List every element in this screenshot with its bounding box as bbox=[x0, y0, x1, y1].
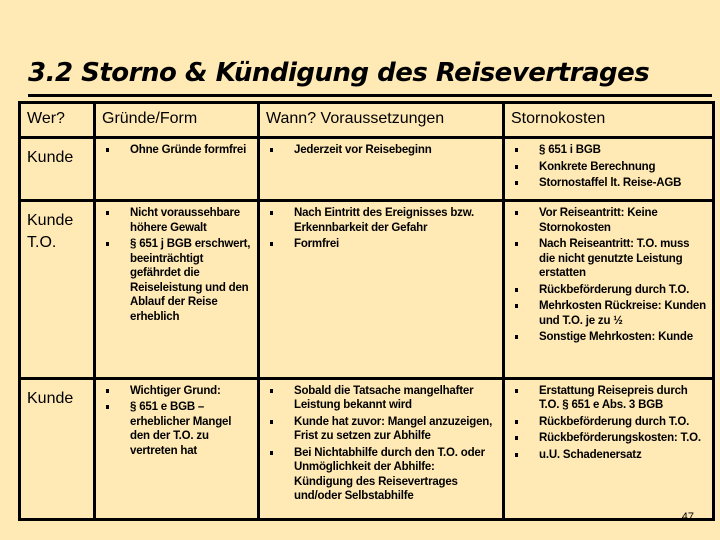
cell-costs bbox=[504, 378, 714, 519]
table-row bbox=[20, 138, 714, 201]
list-item: Vor Reiseantritt: Keine Stornokosten bbox=[511, 206, 706, 235]
reasons-list bbox=[102, 384, 251, 459]
who-label: Kunde bbox=[27, 149, 74, 166]
cell-who bbox=[20, 201, 95, 379]
costs-list bbox=[511, 384, 706, 463]
reasons-list bbox=[102, 143, 251, 158]
who-label: T.O. bbox=[27, 234, 57, 252]
reasons-list bbox=[102, 206, 251, 324]
list-item: Sobald die Tatsache mangelhafter Leistung bekannt wird bbox=[266, 384, 496, 413]
cell-costs bbox=[504, 138, 714, 201]
list-item: u.U. Schadenersatz bbox=[511, 448, 706, 463]
header-when: Wann? Voraussetzungen bbox=[259, 103, 504, 138]
when-list bbox=[266, 143, 496, 158]
title-underline bbox=[28, 94, 712, 97]
list-item: Nicht voraussehbare höhere Gewalt bbox=[102, 206, 251, 235]
header-row bbox=[20, 103, 714, 138]
list-item: § 651 e BGB – erheblicher Mangel den der T.O. zu vertreten hat bbox=[102, 400, 251, 458]
list-item: Wichtiger Grund: bbox=[102, 384, 251, 399]
list-item: Jederzeit vor Reisebeginn bbox=[266, 143, 496, 158]
who-label: Kunde bbox=[27, 212, 74, 230]
list-item: Nach Eintritt des Ereignisses bzw. Erkennbarkeit der Gefahr bbox=[266, 206, 496, 235]
cell-when bbox=[259, 378, 504, 519]
header-costs: Stornokosten bbox=[504, 103, 714, 138]
list-item: Sonstige Mehrkosten: Kunde bbox=[511, 330, 706, 345]
list-item: Ohne Gründe formfrei bbox=[102, 143, 251, 158]
cell-when bbox=[259, 138, 504, 201]
list-item: § 651 i BGB bbox=[511, 143, 706, 158]
list-item: Erstattung Reisepreis durch T.O. § 651 e Abs. 3 BGB bbox=[511, 384, 706, 413]
list-item: Rückbeförderung durch T.O. bbox=[511, 283, 706, 298]
page-number: 47 bbox=[681, 511, 694, 523]
cell-reasons bbox=[95, 201, 259, 379]
cell-when bbox=[259, 201, 504, 379]
table-row bbox=[20, 201, 714, 379]
cell-reasons bbox=[95, 138, 259, 201]
cell-costs bbox=[504, 201, 714, 379]
cell-reasons bbox=[95, 378, 259, 519]
list-item: § 651 j BGB erschwert, beeinträchtigt gefährdet die Reiseleistung und den Ablauf der Reise erheblich bbox=[102, 237, 251, 324]
when-list bbox=[266, 206, 496, 252]
list-item: Mehrkosten Rückreise: Kunden und T.O. je zu ½ bbox=[511, 299, 706, 328]
header-reasons: Gründe/Form bbox=[95, 103, 259, 138]
list-item: Konkrete Berechnung bbox=[511, 160, 706, 175]
list-item: Bei Nichtabhilfe durch den T.O. oder Unmöglichkeit der Abhilfe: Kündigung des Reisevertrages und/oder Selbstabhilfe bbox=[266, 446, 496, 504]
cell-who bbox=[20, 378, 95, 519]
list-item: Stornostaffel lt. Reise-AGB bbox=[511, 176, 706, 191]
who-label: Kunde bbox=[27, 389, 74, 407]
costs-list bbox=[511, 206, 706, 345]
list-item: Rückbeförderungskosten: T.O. bbox=[511, 431, 706, 446]
list-item: Kunde hat zuvor: Mangel anzuzeigen, Frist zu setzen zur Abhilfe bbox=[266, 415, 496, 444]
when-list bbox=[266, 384, 496, 504]
list-item: Rückbeförderung durch T.O. bbox=[511, 415, 706, 430]
storno-table bbox=[18, 101, 715, 521]
cell-who bbox=[20, 138, 95, 201]
header-who: Wer? bbox=[20, 103, 95, 138]
costs-list bbox=[511, 143, 706, 191]
table-row bbox=[20, 378, 714, 519]
slide-title: 3.2 Storno & Kündigung des Reisevertrages bbox=[28, 58, 650, 88]
list-item: Nach Reiseantritt: T.O. muss die nicht genutzte Leistung erstatten bbox=[511, 237, 706, 281]
list-item: Formfrei bbox=[266, 237, 496, 252]
